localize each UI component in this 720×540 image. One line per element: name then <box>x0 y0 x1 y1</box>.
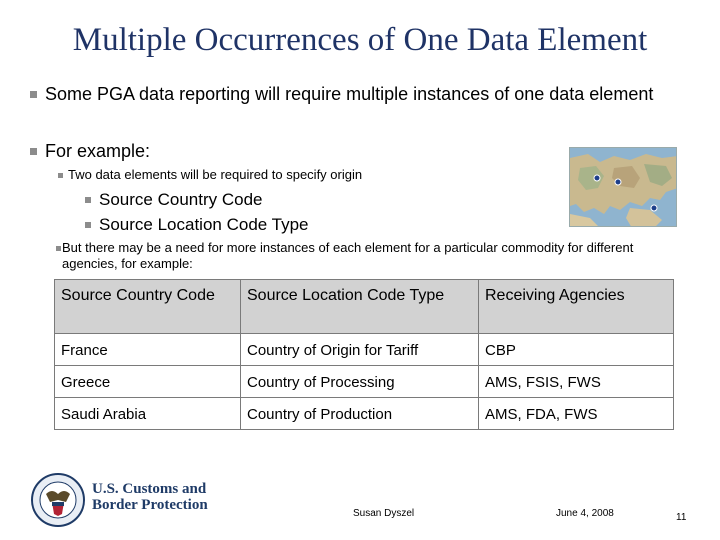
square-bullet-icon <box>30 148 37 155</box>
origin-agencies-table <box>54 279 674 430</box>
table-row <box>55 366 674 398</box>
table-header-row <box>55 280 674 334</box>
presentation-date: June 4, 2008 <box>556 508 614 519</box>
square-bullet-icon <box>85 197 91 203</box>
logo-line: Border Protection <box>92 497 208 513</box>
bullet-text: For example: <box>45 141 151 161</box>
page-number: 11 <box>676 512 687 523</box>
sub-bullet-text: Two data elements will be required to specify origin <box>68 167 363 182</box>
bullet-example <box>30 141 150 162</box>
table-row <box>55 398 674 430</box>
header-cell: Source Country Code <box>55 280 241 334</box>
table-cell: France <box>55 334 241 366</box>
table-cell: AMS, FDA, FWS <box>479 398 674 430</box>
subsub-bullet-location <box>85 215 309 235</box>
table-cell: Saudi Arabia <box>55 398 241 430</box>
sub-bullet-origin <box>58 167 362 183</box>
table-cell: Country of Production <box>241 398 479 430</box>
table-cell: Country of Processing <box>241 366 479 398</box>
header-cell: Source Location Code Type <box>241 280 479 334</box>
subsub-bullet-country <box>85 190 262 210</box>
bullet-reporting <box>30 84 670 105</box>
square-bullet-icon <box>85 222 91 228</box>
square-bullet-icon <box>30 91 37 98</box>
presenter-name: Susan Dyszel <box>353 508 415 519</box>
bullet-text: Some PGA data reporting will require multiple instances of one data element <box>45 84 654 104</box>
subsub-bullet-text: Source Country Code <box>99 190 263 209</box>
slide-title: Multiple Occurrences of One Data Element <box>72 22 648 58</box>
table-cell: CBP <box>479 334 674 366</box>
table-row <box>55 334 674 366</box>
sub-bullet-instances <box>56 240 676 272</box>
table-cell: Greece <box>55 366 241 398</box>
square-bullet-icon <box>56 246 61 251</box>
sub-bullet-text: But there may be a need for more instances of each element for a particular commodity for different agencies, for example: <box>62 240 634 271</box>
europe-map-image <box>569 147 677 227</box>
cbp-wordmark <box>92 481 208 513</box>
table-cell: Country of Origin for Tariff <box>241 334 479 366</box>
subsub-bullet-text: Source Location Code Type <box>99 215 309 234</box>
square-bullet-icon <box>58 173 63 178</box>
table-cell: AMS, FSIS, FWS <box>479 366 674 398</box>
header-cell: Receiving Agencies <box>479 280 674 334</box>
logo-line: U.S. Customs and <box>92 481 207 497</box>
